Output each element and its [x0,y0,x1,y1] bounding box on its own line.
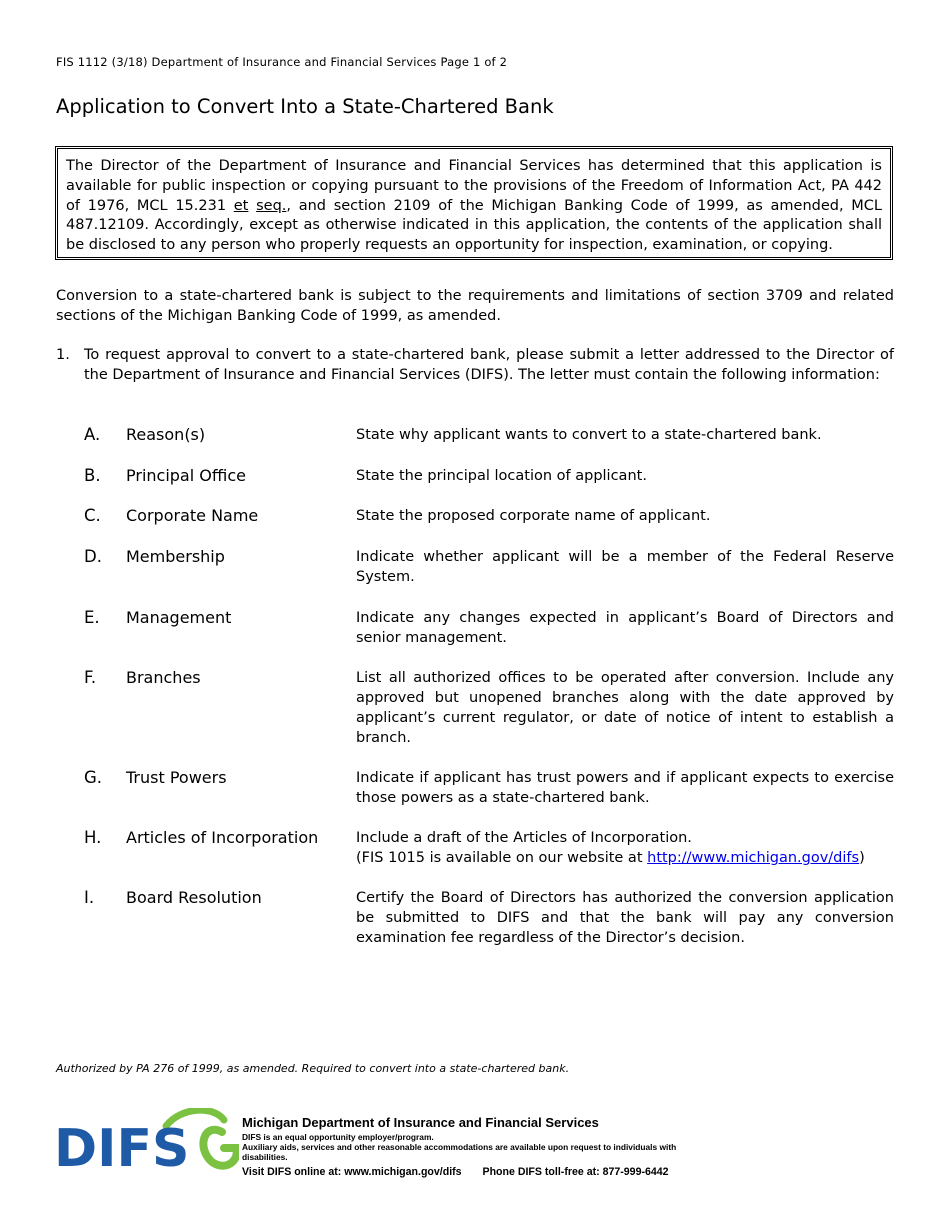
requirement-label: Articles of Incorporation [126,828,319,847]
item-number: 1. [56,347,70,363]
website-contact: Visit DIFS online at: www.michigan.gov/difs [242,1166,462,1178]
difs-logo [54,1108,239,1172]
requirement-description [356,828,894,868]
requirement-letter: H. [84,828,102,847]
requirement-letter: D. [84,547,102,566]
requirement-label: Principal Office [126,466,246,485]
requirement-label: Reason(s) [126,425,206,444]
phone-contact: Phone DIFS toll-free at: 877-999-6442 [482,1166,669,1178]
item-1-text: To request approval to convert to a state-chartered bank, please submit a letter addressed to the Director of the Department of Insurance and Financial Services (DIFS). The letter must contain the following information: [84,347,894,383]
requirement-description: State the proposed corporate name of applicant. [356,508,711,524]
requirement-description: List all authorized offices to be operated after conversion. Include any approved but unopened branches along with the date approved by applicant’s current regulator, or date of notice of intent to establish a branch. [356,670,894,746]
requirement-label: Membership [126,547,225,566]
notice-et: et [233,197,249,214]
logo-swoosh-g [203,1130,236,1166]
notice-text: The Director of the Department of Insurance and Financial Services has determined that this application is available for public inspection or copying pursuant to the provisions of the Freedom of Information Act, PA 442 of 1976, MCL 15.231 et seq., and section 2109 of the Michigan Banking Code of 1999, as amended, MCL 487.12109. Accordingly, except as otherwise indicated in this application, the contents of the application shall be disclosed to any person who properly requests an opportunity for inspection, examination, or copying. [66,158,883,254]
accommodations-statement: Auxiliary aids, services and other reasonable accommodations are available upon request to individuals with disabilities. [242,1142,677,1162]
requirement-label: Board Resolution [126,888,262,907]
form-header: FIS 1112 (3/18) Department of Insurance and Financial Services Page 1 of 2 [56,55,508,69]
requirement-letter: F. [84,668,97,687]
difs-website-link[interactable]: http://www.michigan.gov/difs [647,850,860,866]
requirement-label: Trust Powers [126,768,227,787]
page-title: Application to Convert Into a State-Chartered Bank [56,95,554,118]
requirement-description: Certify the Board of Directors has authorized the conversion application be submitted to DIFS and that the bank will pay any conversion examination fee regardless of the Director’s decision. [356,890,894,946]
requirement-description: Indicate if applicant has trust powers and if applicant expects to exercise those powers as a state-chartered bank. [356,770,894,806]
requirement-description: Indicate whether applicant will be a member of the Federal Reserve System. [356,549,894,585]
requirement-label: Branches [126,668,201,687]
contact-line [242,1164,712,1180]
requirement-letter: C. [84,506,101,525]
requirement-description: State the principal location of applicant. [356,468,647,484]
requirement-letter: G. [84,768,103,787]
authorization-footnote: Authorized by PA 276 of 1999, as amended. Required to convert into a state-chartered bank. [56,1062,570,1075]
requirement-label: Corporate Name [126,506,259,525]
agency-name: Michigan Department of Insurance and Financial Services [242,1115,599,1130]
requirement-letter: I. [84,888,95,907]
logo-wordmark: DIFS [54,1119,190,1172]
requirement-label: Management [126,608,232,627]
requirement-description: Indicate any changes expected in applicant’s Board of Directors and senior management. [356,610,894,646]
public-inspection-notice [55,146,893,260]
equal-opportunity-statement: DIFS is an equal opportunity employer/program. [242,1132,434,1142]
articles-description-line: Include a draft of the Articles of Incorporation. [356,830,692,846]
requirement-letter: A. [84,425,101,444]
requirement-description: State why applicant wants to convert to a state-chartered bank. [356,427,822,443]
agency-footer [242,1114,712,1180]
articles-website-note: (FIS 1015 is available on our website at http://www.michigan.gov/difs) [356,850,865,866]
notice-seq: seq. [256,197,287,214]
requirement-letter: E. [84,608,100,627]
intro-paragraph: Conversion to a state-chartered bank is subject to the requirements and limitations of section 3709 and related sections of the Michigan Banking Code of 1999, as amended. [56,288,894,324]
requirement-letter: B. [84,466,101,485]
